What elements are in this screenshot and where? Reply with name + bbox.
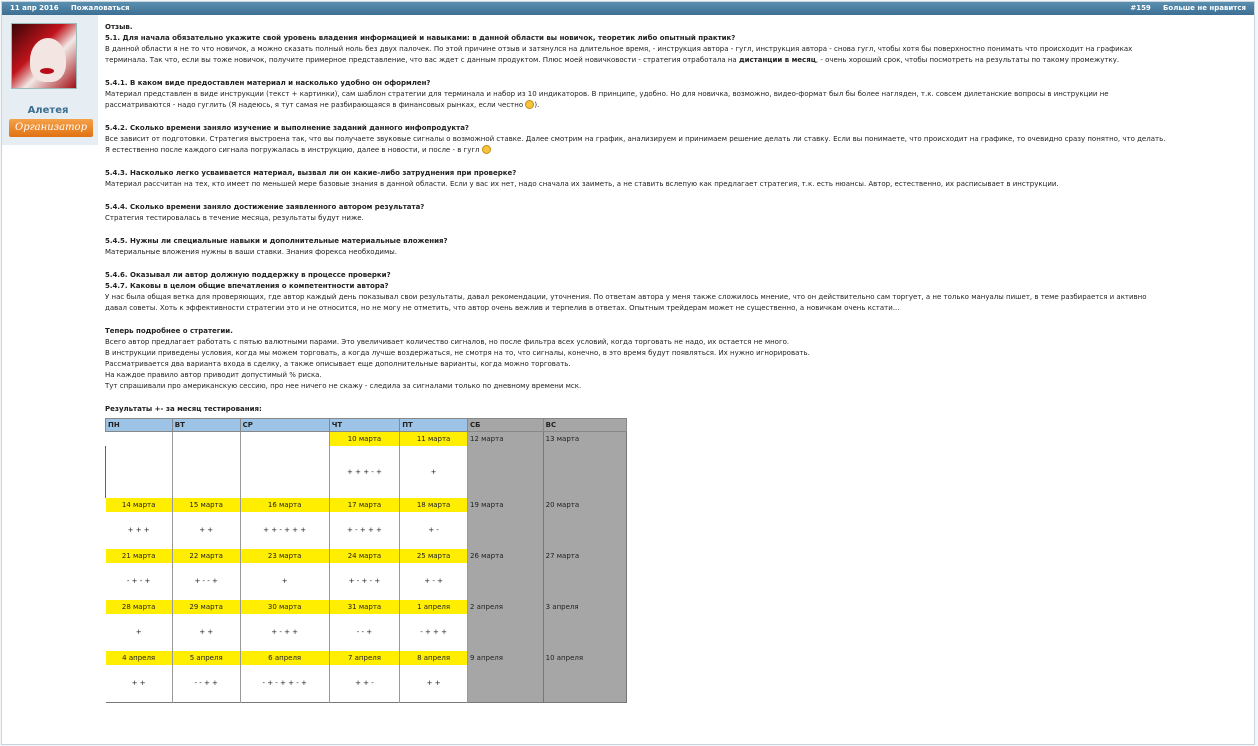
weekend-cell: 13 марта <box>543 432 626 499</box>
result-cell: + <box>240 563 329 600</box>
date-cell: 22 марта <box>172 549 240 563</box>
date-cell: 14 марта <box>106 498 173 512</box>
question-5-4-4: 5.4.4. Сколько времени заняло достижение заявленного автором результата? <box>105 203 425 211</box>
date-cell: 31 марта <box>329 600 399 614</box>
answer-5-4-1-text-b: ). <box>534 101 540 109</box>
question-5-1: 5.1. Для начала обязательно укажите свой уровень владения информацией и навыками: в данной области вы новичок, теоретик либо опытный практик? <box>105 34 736 42</box>
result-cell: + + - <box>329 665 399 703</box>
table-cell <box>172 432 240 447</box>
date-cell: 28 марта <box>106 600 173 614</box>
result-cell: + <box>400 446 468 498</box>
smile-icon <box>482 145 491 154</box>
col-header-sat: СБ <box>467 419 543 432</box>
result-cell: - - + + <box>172 665 240 703</box>
user-rank-badge: Организатор <box>9 119 93 137</box>
avatar[interactable] <box>11 23 77 89</box>
unlike-link[interactable]: Больше не нравится <box>1163 4 1246 12</box>
answer-5-1-text-a: терминала. Так что, если вы тоже новичок, получите примерное представление, что вас ждет с данным продуктом. Плюс моей новичковости - стратегия отработала на <box>105 56 739 64</box>
answer-5-4-2-line1: Все зависит от подготовки. Стратегия выстроена так, что вы получаете звуковые сигналы о возможной ставке. Далее смотрим на график, анализируем и принимаем решение делать ли ставку. Если вы понимаете, что происходит на графике, то очевидно сразу понятно, что делать. <box>105 135 1166 143</box>
strategy-line-4: На каждое правило автор приводит допустимый % риска. <box>105 371 322 379</box>
result-cell: + + + - + <box>329 446 399 498</box>
answer-5-4-1-line1: Материал представлен в виде инструкции (текст + картинки), сам шаблон стратегии для терминала и набор из 10 индикаторов. В принципе, удобно. Но для новичка, возможно, видео-формат был бы более нагляден, т.к. совсем дилетанские вопросы в инструкции не <box>105 90 1109 98</box>
date-cell: 6 апреля <box>240 651 329 665</box>
weekend-cell: 20 марта <box>543 498 626 549</box>
col-header-fri: ПТ <box>400 419 468 432</box>
col-header-wed: СР <box>240 419 329 432</box>
review-title: Отзыв. <box>105 23 133 31</box>
date-cell: 1 апреля <box>400 600 468 614</box>
result-cell: + + <box>106 665 173 703</box>
result-cell: + - + - + <box>329 563 399 600</box>
strategy-line-5: Тут спрашивали про американскую сессию, про нее ничего не скажу - следила за сигналами только по дневному времени мск. <box>105 382 582 390</box>
question-5-4-2: 5.4.2. Сколько времени заняло изучение и выполнение заданий данного инфопродукта? <box>105 124 469 132</box>
question-5-4-3: 5.4.3. Насколько легко усваивается материал, вызвал ли он какие-либо затруднения при проверке? <box>105 169 517 177</box>
answer-5-4-3: Материал рассчитан на тех, кто имеет по меньшей мере базовые знания в данной области. Если у вас их нет, надо сначала их заиметь, а не ставить вслепую как предлагает стратегия, т.к. есть нюансы. Автор, естественно, их расписывает в инструкции. <box>105 180 1059 188</box>
weekend-cell: 2 апреля <box>467 600 543 651</box>
question-5-4-6: 5.4.6. Оказывал ли автор должную поддержку в процессе проверки? <box>105 271 391 279</box>
date-cell: 8 апреля <box>400 651 468 665</box>
avatar-lips <box>40 68 54 74</box>
post-header-bar <box>2 2 1254 15</box>
strategy-line-1: Всего автор предлагает работать с пятью валютными парами. Это увеличивает количество сигналов, но после фильтра всех условий, когда торговать не надо, их остается не много. <box>105 338 790 346</box>
answer-5-4-1-text-a: рассматриваются - надо гуглить (Я надеюсь, я тут самая не разбирающаяся в финансовых рынках, если честно <box>105 101 526 109</box>
answer-5-4-7-line1: У нас была общая ветка для проверяющих, где автор каждый день показывал свои результаты, давал рекомендации, уточнения. По ответам автора у меня также сложилось мнение, что он действительно сам торгует, а не только мануалы пишет, в теме разбирается и активно <box>105 293 1147 301</box>
weekend-cell: 26 марта <box>467 549 543 600</box>
results-title: Результаты +- за месяц тестирования: <box>105 405 262 413</box>
table-cell <box>172 446 240 498</box>
result-cell: + <box>106 614 173 651</box>
strategy-line-3: Рассматривается два варианта входа в сделку, а также описывает еще дополнительные варианты, когда можно торговать. <box>105 360 571 368</box>
result-cell: + - - + <box>172 563 240 600</box>
date-cell: 7 апреля <box>329 651 399 665</box>
date-cell: 23 марта <box>240 549 329 563</box>
weekend-cell: 19 марта <box>467 498 543 549</box>
table-row <box>106 432 627 447</box>
result-cell: - - + <box>329 614 399 651</box>
answer-5-4-1-line2 <box>105 100 1250 111</box>
date-cell: 25 марта <box>400 549 468 563</box>
answer-5-1-line1: В данной области я не то что новичок, а можно сказать полный ноль без двух палочек. По этой причине отзыв и затянулся на длительное время, - инструкция автора - гугл, инструкция автора - снова гугл, чтобы хотя бы поверхностно понимать что происходит на графиках <box>105 45 1133 53</box>
date-cell: 4 апреля <box>106 651 173 665</box>
weekend-cell: 3 апреля <box>543 600 626 651</box>
date-cell: 21 марта <box>106 549 173 563</box>
table-row <box>106 498 627 512</box>
table-header-row <box>106 419 627 432</box>
weekend-cell: 12 марта <box>467 432 543 499</box>
result-cell: - + - + + - + <box>240 665 329 703</box>
date-cell: 11 марта <box>400 432 468 447</box>
result-cell: + + <box>172 512 240 549</box>
report-link[interactable]: Пожаловаться <box>70 4 130 12</box>
date-cell: 16 марта <box>240 498 329 512</box>
col-header-tue: ВТ <box>172 419 240 432</box>
date-cell: 18 марта <box>400 498 468 512</box>
weekend-cell: 9 апреля <box>467 651 543 703</box>
question-5-4-5: 5.4.5. Нужны ли специальные навыки и дополнительные материальные вложения? <box>105 237 448 245</box>
table-row <box>106 549 627 563</box>
col-header-sun: ВС <box>543 419 626 432</box>
question-5-4-1: 5.4.1. В каком виде предоставлен материал и насколько удобно он оформлен? <box>105 79 431 87</box>
table-cell <box>240 432 329 447</box>
table-cell <box>106 446 173 498</box>
answer-5-1-bold: дистанции в месяц <box>738 56 816 64</box>
answer-5-1-text-b: , - очень хороший срок, чтобы посмотреть на результаты по такому промежутку. <box>815 56 1120 64</box>
date-cell: 17 марта <box>329 498 399 512</box>
question-5-4-7: 5.4.7. Каковы в целом общие впечатления о компетентности автора? <box>105 282 389 290</box>
result-cell: + - + + + <box>329 512 399 549</box>
result-cell: + - + <box>400 563 468 600</box>
weekend-cell: 27 марта <box>543 549 626 600</box>
post-content <box>105 22 1250 703</box>
result-cell: + + <box>172 614 240 651</box>
answer-5-1-line2 <box>105 55 1250 66</box>
strategy-title: Теперь подробнее о стратегии. <box>105 327 233 335</box>
table-cell <box>240 446 329 498</box>
smile-icon <box>525 100 534 109</box>
results-calendar-table <box>105 418 627 703</box>
table-row <box>106 600 627 614</box>
date-cell: 24 марта <box>329 549 399 563</box>
result-cell: - + - + <box>106 563 173 600</box>
post-date: 11 апр 2016 <box>10 4 59 12</box>
result-cell: + + <box>400 665 468 703</box>
result-cell: + + + <box>106 512 173 549</box>
weekend-cell: 10 апреля <box>543 651 626 703</box>
table-cell <box>106 432 173 447</box>
date-cell: 29 марта <box>172 600 240 614</box>
answer-5-4-7-line2: давал советы. Хоть к эффективности стратегии это и не относится, но не могу не отметить, что автор очень вежлив и терпелив в ответах. Опытным трейдерам может не существенно, а новичкам очень кстати... <box>105 304 900 312</box>
col-header-thu: ЧТ <box>329 419 399 432</box>
answer-5-4-2-text: Я естественно после каждого сигнала погружалась в инструкцию, далее в новости, и после - в гугл <box>105 146 482 154</box>
result-cell: - + + + <box>400 614 468 651</box>
date-cell: 30 марта <box>240 600 329 614</box>
avatar-face <box>30 38 66 82</box>
result-cell: + - <box>400 512 468 549</box>
table-row <box>106 651 627 665</box>
result-cell: + + - + + + <box>240 512 329 549</box>
post-number-link[interactable]: #159 <box>1130 4 1151 12</box>
col-header-mon: ПН <box>106 419 173 432</box>
result-cell: + - + + <box>240 614 329 651</box>
strategy-line-2: В инструкции приведены условия, когда мы можем торговать, а когда лучше воздержаться, не смотря на то, что сигналы, конечно, в это время будут появляться. Их нужно игнорировать. <box>105 349 810 357</box>
username-link[interactable]: Алетея <box>27 105 69 116</box>
answer-5-4-2-line2 <box>105 145 1250 156</box>
date-cell: 5 апреля <box>172 651 240 665</box>
forum-post <box>1 1 1255 745</box>
answer-5-4-4: Стратегия тестировалась в течение месяца, результаты будут ниже. <box>105 214 364 222</box>
date-cell: 15 марта <box>172 498 240 512</box>
user-info-panel <box>2 15 98 145</box>
date-cell: 10 марта <box>329 432 399 447</box>
answer-5-4-5: Материальные вложения нужны в ваши ставки. Знания форекса необходимы. <box>105 248 398 256</box>
